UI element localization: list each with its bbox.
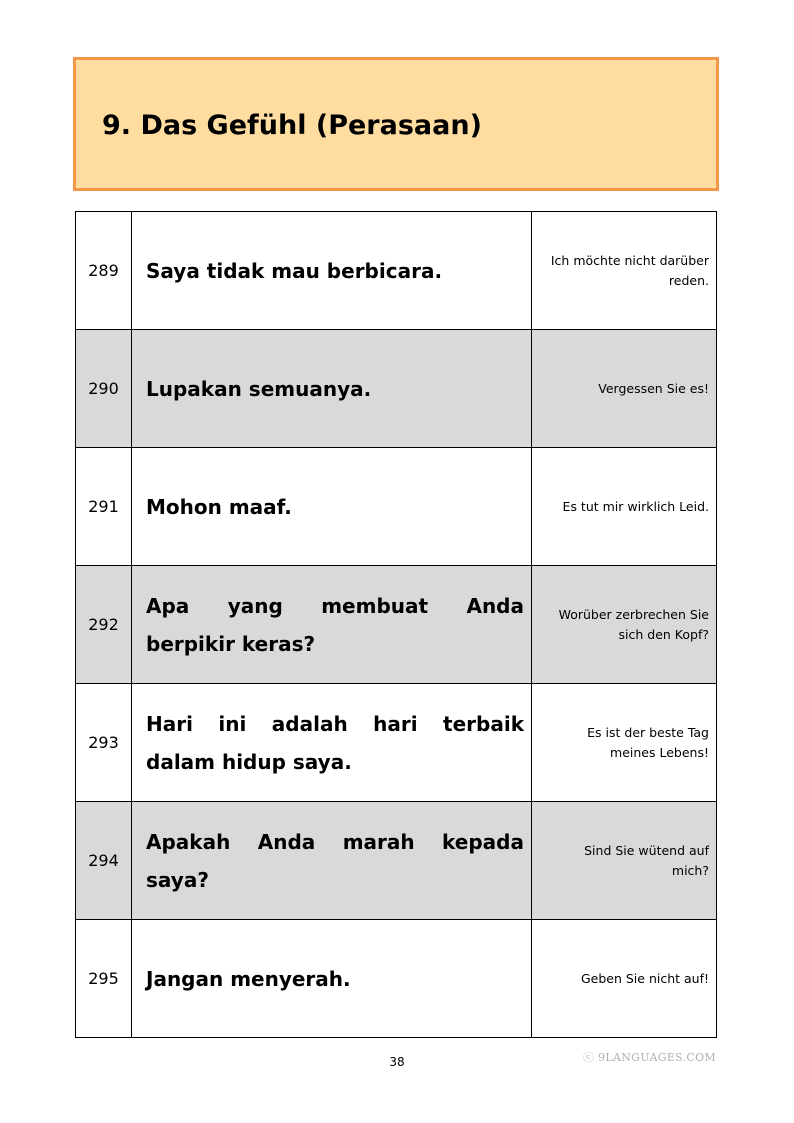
phrase-german: Ich möchte nicht darüber reden. xyxy=(532,212,717,330)
phrase-table xyxy=(75,211,717,1038)
table-row xyxy=(76,684,717,802)
phrase-number: 295 xyxy=(76,920,132,1038)
phrase-german: Es tut mir wirklich Leid. xyxy=(532,448,717,566)
phrase-german: Sind Sie wütend auf mich? xyxy=(532,802,717,920)
table-row xyxy=(76,566,717,684)
phrase-german: Geben Sie nicht auf! xyxy=(532,920,717,1038)
phrase-indonesian: Jangan menyerah. xyxy=(132,920,532,1038)
phrase-number: 294 xyxy=(76,802,132,920)
phrase-indonesian: Mohon maaf. xyxy=(132,448,532,566)
table-row xyxy=(76,920,717,1038)
phrase-indonesian: Hari ini adalah hari terbaik dalam hidup saya. xyxy=(132,684,532,802)
table-row xyxy=(76,212,717,330)
copyright-watermark: ⓒ 9LANGUAGES.COM xyxy=(583,1051,716,1064)
phrase-indonesian: Apa yang membuat Anda berpikir keras? xyxy=(132,566,532,684)
chapter-title: 9. Das Gefühl (Perasaan) xyxy=(102,110,482,141)
phrase-number: 293 xyxy=(76,684,132,802)
table-row xyxy=(76,330,717,448)
phrase-german: Vergessen Sie es! xyxy=(532,330,717,448)
phrase-indonesian: Lupakan semuanya. xyxy=(132,330,532,448)
phrase-indonesian: Apakah Anda marah kepada saya? xyxy=(132,802,532,920)
phrase-number: 291 xyxy=(76,448,132,566)
phrase-number: 290 xyxy=(76,330,132,448)
phrase-number: 289 xyxy=(76,212,132,330)
phrase-german: Worüber zerbrechen Sie sich den Kopf? xyxy=(532,566,717,684)
phrase-german: Es ist der beste Tag meines Lebens! xyxy=(532,684,717,802)
phrase-number: 292 xyxy=(76,566,132,684)
table-row xyxy=(76,448,717,566)
chapter-title-box xyxy=(73,57,719,191)
page-number: 38 xyxy=(389,1055,405,1069)
table-row xyxy=(76,802,717,920)
phrase-indonesian: Saya tidak mau berbicara. xyxy=(132,212,532,330)
